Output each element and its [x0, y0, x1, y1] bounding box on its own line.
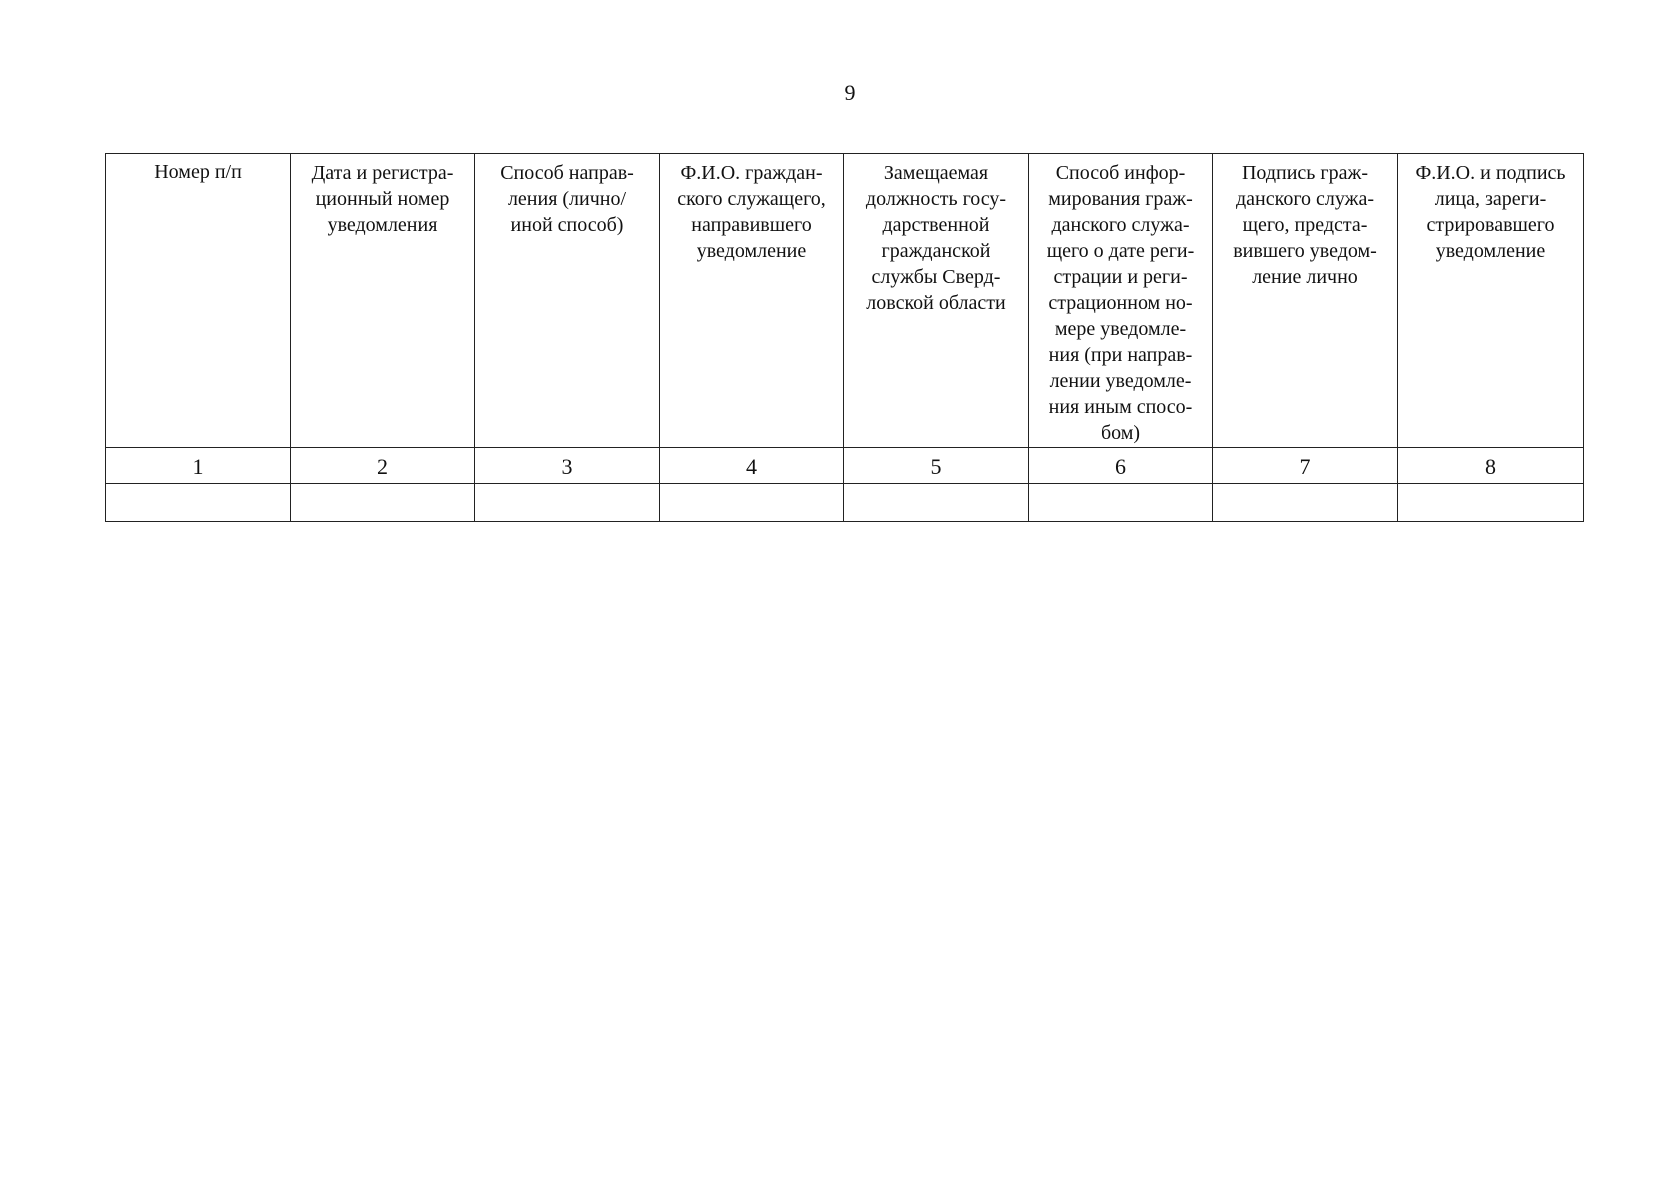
column-number: 1: [106, 448, 291, 484]
column-header-1: [106, 154, 291, 448]
header-line: уведомления: [327, 214, 438, 236]
header-line: щего о дате реги-: [1046, 240, 1195, 262]
header-line: Замещаемая: [883, 162, 989, 184]
header-line: Подпись граж-: [1241, 162, 1368, 184]
header-line: ловской области: [866, 292, 1006, 314]
header-line: Ф.И.О. и подпись: [1415, 162, 1566, 184]
notification-register-table: [105, 153, 1584, 522]
header-line: стрировавшего: [1426, 214, 1555, 236]
column-number: 3: [475, 448, 660, 484]
column-number: 8: [1398, 448, 1584, 484]
header-line: ление лично: [1252, 266, 1358, 288]
header-line: иной способ): [510, 214, 624, 236]
header-line: лица, зареги-: [1434, 188, 1547, 210]
column-number: 2: [291, 448, 475, 484]
header-line: Способ направ-: [500, 162, 634, 184]
header-line: Ф.И.О. граждан-: [680, 162, 823, 184]
table-cell: [844, 484, 1029, 522]
column-number: 7: [1213, 448, 1398, 484]
column-header-7: [1213, 154, 1398, 448]
column-header-8: [1398, 154, 1584, 448]
table-cell: [660, 484, 844, 522]
table-cell: [475, 484, 660, 522]
header-line: службы Сверд-: [871, 266, 1001, 288]
header-line: ния (при направ-: [1048, 344, 1193, 366]
header-line: ния иным спосо-: [1048, 396, 1193, 418]
page-number: 9: [844, 80, 856, 105]
header-line: Дата и регистра-: [311, 162, 454, 184]
header-line: данского служа-: [1051, 214, 1190, 236]
header-line: ского служащего,: [677, 188, 826, 210]
column-number-row: [106, 448, 1584, 484]
header-line: уведомление: [1435, 240, 1546, 262]
header-line: должность госу-: [865, 188, 1007, 210]
header-line: вившего уведом-: [1233, 240, 1377, 262]
column-header-4: [660, 154, 844, 448]
header-line: Способ инфор-: [1055, 162, 1186, 184]
table-cell: [1029, 484, 1213, 522]
header-line: лении уведомле-: [1049, 370, 1192, 392]
table-cell: [1398, 484, 1584, 522]
header-line: мирования граж-: [1048, 188, 1193, 210]
header-line: Номер п/п: [154, 161, 242, 183]
header-line: направившего: [691, 214, 812, 236]
header-line: гражданской: [881, 240, 991, 262]
column-number: 4: [660, 448, 844, 484]
table-cell: [291, 484, 475, 522]
column-header-5: [844, 154, 1029, 448]
header-line: данского служа-: [1236, 188, 1374, 210]
column-number: 5: [844, 448, 1029, 484]
header-line: ционный номер: [315, 188, 450, 210]
header-line: бом): [1100, 422, 1141, 444]
header-line: ления (лично/: [507, 188, 627, 210]
table-cell: [106, 484, 291, 522]
column-header-3: [475, 154, 660, 448]
column-number: 6: [1029, 448, 1213, 484]
table-cell: [1213, 484, 1398, 522]
column-header-6: [1029, 154, 1213, 448]
header-line: страции и реги-: [1053, 266, 1188, 288]
header-line: мере уведомле-: [1054, 318, 1187, 340]
header-line: уведомление: [696, 240, 807, 262]
header-line: щего, предста-: [1242, 214, 1368, 236]
table-row: [106, 484, 1584, 522]
header-line: дарственной: [882, 214, 990, 236]
header-row: [106, 154, 1584, 448]
column-header-2: [291, 154, 475, 448]
header-line: страционном но-: [1048, 292, 1193, 314]
